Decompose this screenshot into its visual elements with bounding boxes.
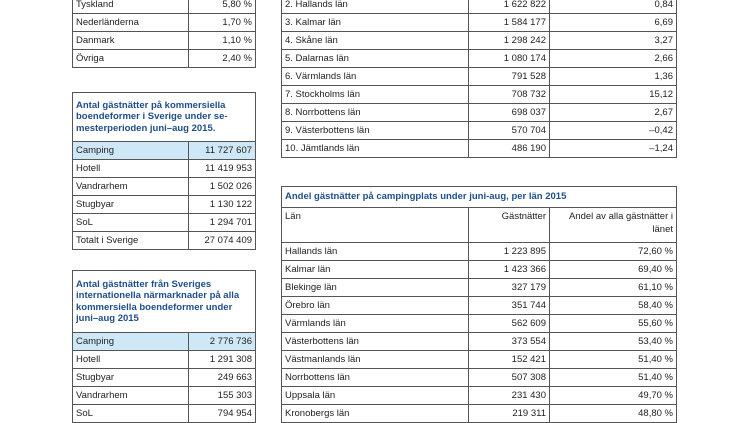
table-row bbox=[73, 232, 256, 250]
cell-change: 6,69 bbox=[550, 14, 677, 32]
cell-change: 2,67 bbox=[550, 104, 677, 122]
cell-value: 2,40 % bbox=[189, 50, 256, 68]
nearby-markets-title: Antal gästnätter från Sveriges internationella närmarknader på alla kommersiella boendeformer under juni–aug 2015 bbox=[73, 271, 256, 333]
country-share-table bbox=[72, 0, 256, 68]
table-row bbox=[282, 387, 677, 405]
cell-name: Hotell bbox=[73, 160, 189, 178]
cell-name: Camping bbox=[73, 333, 189, 351]
commercial-nights-table bbox=[72, 92, 256, 250]
cell-share: 69,40 % bbox=[550, 261, 677, 279]
table-row bbox=[73, 160, 256, 178]
cell-nights: 152 421 bbox=[469, 351, 550, 369]
cell-value: 2 776 736 bbox=[189, 333, 256, 351]
table-row bbox=[73, 387, 256, 405]
table-row bbox=[73, 369, 256, 387]
table-row bbox=[282, 297, 677, 315]
commercial-nights-title: Antal gästnätter på kommersiella boendeformer i Sverige under se-mesterperioden juni–aug 2015. bbox=[73, 93, 256, 142]
cell-nights: 570 704 bbox=[469, 122, 550, 140]
cell-change: –0,42 bbox=[550, 122, 677, 140]
table-row bbox=[73, 333, 256, 351]
cell-nights: 1 423 366 bbox=[469, 261, 550, 279]
county-ranking-table bbox=[281, 0, 677, 158]
cell-name: 8. Norrbottens län bbox=[282, 104, 469, 122]
cell-name: 3. Kalmar län bbox=[282, 14, 469, 32]
cell-nights: 1 584 177 bbox=[469, 14, 550, 32]
table-row bbox=[73, 142, 256, 160]
cell-value: 1 291 308 bbox=[189, 351, 256, 369]
table-row bbox=[73, 0, 256, 14]
cell-name: 5. Dalarnas län bbox=[282, 50, 469, 68]
cell-value: 1 130 122 bbox=[189, 196, 256, 214]
cell-share: 49,70 % bbox=[550, 387, 677, 405]
cell-value: 155 303 bbox=[189, 387, 256, 405]
cell-nights: 1 223 895 bbox=[469, 243, 550, 261]
cell-value: 249 663 bbox=[189, 369, 256, 387]
cell-name: Uppsala län bbox=[282, 387, 469, 405]
cell-name: Blekinge län bbox=[282, 279, 469, 297]
cell-name: Stugbyar bbox=[73, 196, 189, 214]
cell-value: 5,80 % bbox=[189, 0, 256, 14]
cell-nights: 791 528 bbox=[469, 68, 550, 86]
camping-share-title: Andel gästnätter på campingplats under juni-aug, per län 2015 bbox=[282, 187, 677, 208]
cell-value: 11 419 953 bbox=[189, 160, 256, 178]
table-row bbox=[282, 140, 677, 158]
cell-name: 6. Värmlands län bbox=[282, 68, 469, 86]
cell-value: 794 954 bbox=[189, 405, 256, 423]
cell-share: 72,60 % bbox=[550, 243, 677, 261]
col-header-share: Andel av alla gästnätter i länet bbox=[550, 208, 677, 243]
table-row bbox=[282, 315, 677, 333]
cell-share: 51,40 % bbox=[550, 369, 677, 387]
cell-name: 2. Hallands län bbox=[282, 0, 469, 14]
cell-change: –1,24 bbox=[550, 140, 677, 158]
table-row bbox=[73, 14, 256, 32]
cell-nights: 698 037 bbox=[469, 104, 550, 122]
cell-nights: 373 554 bbox=[469, 333, 550, 351]
table-row bbox=[282, 50, 677, 68]
cell-nights: 219 311 bbox=[469, 405, 550, 423]
table-row bbox=[282, 243, 677, 261]
cell-share: 55,60 % bbox=[550, 315, 677, 333]
cell-name: Totalt i Sverige bbox=[73, 232, 189, 250]
cell-change: 3,27 bbox=[550, 32, 677, 50]
cell-name: Norrbottens län bbox=[282, 369, 469, 387]
cell-name: Hallands län bbox=[282, 243, 469, 261]
cell-nights: 708 732 bbox=[469, 86, 550, 104]
table-row bbox=[282, 279, 677, 297]
cell-name: Kalmar län bbox=[282, 261, 469, 279]
table-row bbox=[282, 0, 677, 14]
cell-name: Stugbyar bbox=[73, 369, 189, 387]
cell-nights: 327 179 bbox=[469, 279, 550, 297]
cell-name: Örebro län bbox=[282, 297, 469, 315]
col-header-lan: Län bbox=[282, 208, 469, 243]
cell-change: 2,66 bbox=[550, 50, 677, 68]
table-row bbox=[282, 351, 677, 369]
table-row bbox=[73, 50, 256, 68]
cell-name: Övriga bbox=[73, 50, 189, 68]
camping-share-table bbox=[281, 186, 677, 423]
table-row bbox=[282, 261, 677, 279]
cell-share: 61,10 % bbox=[550, 279, 677, 297]
cell-name: Danmark bbox=[73, 32, 189, 50]
table-row bbox=[73, 178, 256, 196]
nearby-markets-table bbox=[72, 270, 256, 423]
cell-change: 0,84 bbox=[550, 0, 677, 14]
cell-name: Tyskland bbox=[73, 0, 189, 14]
cell-nights: 231 430 bbox=[469, 387, 550, 405]
cell-nights: 351 744 bbox=[469, 297, 550, 315]
cell-value: 1,10 % bbox=[189, 32, 256, 50]
cell-share: 48,80 % bbox=[550, 405, 677, 423]
table-row bbox=[282, 68, 677, 86]
cell-value: 11 727 607 bbox=[189, 142, 256, 160]
table-row bbox=[73, 214, 256, 232]
cell-nights: 1 298 242 bbox=[469, 32, 550, 50]
cell-name: Camping bbox=[73, 142, 189, 160]
cell-nights: 507 308 bbox=[469, 369, 550, 387]
cell-name: Kronobergs län bbox=[282, 405, 469, 423]
cell-name: Västerbottens län bbox=[282, 333, 469, 351]
cell-name: SoL bbox=[73, 214, 189, 232]
cell-name: Vandrarhem bbox=[73, 178, 189, 196]
cell-change: 1,36 bbox=[550, 68, 677, 86]
table-row bbox=[282, 14, 677, 32]
col-header-nights: Gästnätter bbox=[469, 208, 550, 243]
cell-name: SoL bbox=[73, 405, 189, 423]
cell-share: 58,40 % bbox=[550, 297, 677, 315]
cell-value: 1,70 % bbox=[189, 14, 256, 32]
table-row bbox=[73, 351, 256, 369]
cell-name: 7. Stockholms län bbox=[282, 86, 469, 104]
cell-nights: 562 609 bbox=[469, 315, 550, 333]
cell-name: Värmlands län bbox=[282, 315, 469, 333]
table-row bbox=[282, 405, 677, 423]
table-row bbox=[282, 333, 677, 351]
table-row bbox=[282, 32, 677, 50]
cell-value: 1 294 701 bbox=[189, 214, 256, 232]
cell-nights: 1 622 822 bbox=[469, 0, 550, 14]
cell-name: 9. Västerbottens län bbox=[282, 122, 469, 140]
cell-share: 51,40 % bbox=[550, 351, 677, 369]
cell-name: 10. Jämtlands län bbox=[282, 140, 469, 158]
cell-share: 53,40 % bbox=[550, 333, 677, 351]
table-row bbox=[282, 104, 677, 122]
cell-nights: 486 190 bbox=[469, 140, 550, 158]
cell-name: Västmanlands län bbox=[282, 351, 469, 369]
table-row bbox=[73, 405, 256, 423]
cell-change: 15,12 bbox=[550, 86, 677, 104]
table-row bbox=[282, 86, 677, 104]
cell-value: 1 502 026 bbox=[189, 178, 256, 196]
cell-nights: 1 080 174 bbox=[469, 50, 550, 68]
cell-name: 4. Skåne län bbox=[282, 32, 469, 50]
table-row bbox=[282, 369, 677, 387]
cell-name: Nederländerna bbox=[73, 14, 189, 32]
table-row bbox=[73, 196, 256, 214]
table-row bbox=[73, 32, 256, 50]
table-row bbox=[282, 122, 677, 140]
cell-value: 27 074 409 bbox=[189, 232, 256, 250]
cell-name: Hotell bbox=[73, 351, 189, 369]
cell-name: Vandrarhem bbox=[73, 387, 189, 405]
